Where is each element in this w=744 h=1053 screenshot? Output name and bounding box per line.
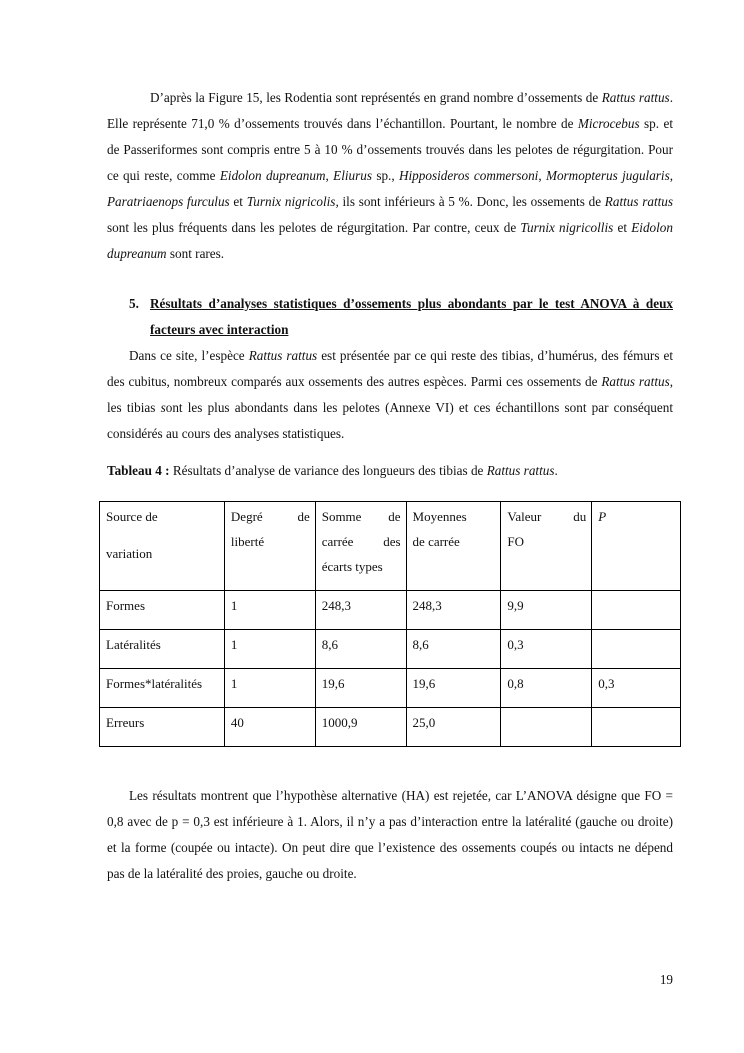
table-row <box>100 591 681 630</box>
header-moyennes <box>406 502 501 591</box>
header-word: Somme <box>321 509 362 524</box>
cell-sce: 19,6 <box>315 669 406 708</box>
header-line: de carrée <box>412 534 460 549</box>
text-span: , <box>325 168 334 183</box>
caption-text: Résultats d’analyse de variance des longueurs des tibias de <box>169 463 487 478</box>
species-name: Rattus rattus <box>486 463 555 478</box>
text-span: , <box>538 168 546 183</box>
header-fo <box>501 502 592 591</box>
section-title: Résultats d’analyses statistiques d’ossements plus abondants par le test ANOVA à deux facteurs avec interaction <box>150 296 673 337</box>
cell-fo: 0,8 <box>501 669 592 708</box>
header-word: Valeur <box>507 509 542 524</box>
header-line: FO <box>507 534 525 549</box>
species-name: Eliurus <box>333 168 372 183</box>
species-name: Rattus rattus <box>248 348 318 363</box>
anova-table <box>99 501 681 747</box>
species-name: Mormopterus jugularis <box>545 168 670 183</box>
paragraph-anova-results: Les résultats montrent que l’hypothèse alternative (HA) est rejetée, car L’ANOVA désigne que FO = 0,8 avec de p = 0,3 est inférieure à 1. Alors, il n’y a pas d’interaction entre la latéralité (gauche ou droite) et la forme (coupée ou intacte). On peut dire que l’existence des ossements coupés ou intacts ne dépend pas de la latéralité des proies, gauche ou droite. <box>107 788 673 881</box>
species-name: Hipposideros commersoni <box>398 168 539 183</box>
page-number: 19 <box>659 972 673 987</box>
header-word: de <box>297 509 310 524</box>
header-sce <box>315 502 406 591</box>
table-caption <box>107 461 673 481</box>
species-name: Eidolon dupreanum <box>107 220 673 261</box>
text-span: ont les plus abondants dans les pelotes (Annexe VI) et ces échantillons sont par conséquent considérés au cours des analyses statistiques. <box>107 400 673 441</box>
section-heading <box>129 291 673 343</box>
header-word: carrée <box>321 534 354 549</box>
header-line <box>322 504 401 529</box>
header-line: variation <box>106 546 153 561</box>
text-span: sp. et de Passeriformes sont compris entre 5 à 10 % d’ossements trouvés dans les pelotes de régurgitation. Pour ce qui reste, comme <box>107 116 673 183</box>
cell-sce: 248,3 <box>315 591 406 630</box>
species-name: Rattus rattus <box>601 374 670 389</box>
text-span: D’après la Figure 15, les Rodentia sont représentés en grand nombre d’ossements de <box>150 90 602 105</box>
header-word: du <box>573 509 587 524</box>
species-name: Microcebus <box>577 116 640 131</box>
cell-p: 0,3 <box>592 669 681 708</box>
header-line: P <box>598 509 607 524</box>
header-line: écarts types <box>321 559 383 574</box>
section-number: 5. <box>129 296 139 311</box>
header-p <box>592 502 681 591</box>
cell-ddl: 1 <box>224 669 315 708</box>
cell-p <box>592 591 681 630</box>
cell-fo: 9,9 <box>501 591 592 630</box>
species-name: Rattus rattus <box>601 90 670 105</box>
species-name: Turnix nigricolis, <box>246 194 339 209</box>
header-line <box>322 529 401 554</box>
cell-moyennes: 25,0 <box>406 708 501 747</box>
species-name: Eidolon dupreanum <box>219 168 326 183</box>
cell-fo <box>501 708 592 747</box>
header-line <box>507 504 586 529</box>
text-span: , <box>669 168 674 183</box>
cell-fo: 0,3 <box>501 630 592 669</box>
header-word: des <box>383 534 401 549</box>
species-name: Rattus rattus <box>604 194 674 209</box>
cell-source: Latéralités <box>100 630 225 669</box>
cell-moyennes: 19,6 <box>406 669 501 708</box>
cell-moyennes: 8,6 <box>406 630 501 669</box>
paragraph-rattus-bones <box>107 343 673 447</box>
header-ddl <box>224 502 315 591</box>
text-span: et <box>229 194 247 209</box>
caption-label: Tableau 4 : <box>107 463 170 478</box>
cell-ddl: 40 <box>224 708 315 747</box>
cell-source: Formes*latéralités <box>100 669 225 708</box>
header-word: Degré <box>230 509 263 524</box>
text-span: , les tibias <box>107 374 674 415</box>
text-span: sont les plus fréquents dans les pelotes de régurgitation. Par contre, ceux de <box>107 220 521 235</box>
text-span: et <box>613 220 632 235</box>
text-span: est présentée par ce qui reste des tibias, d’humérus, des fémurs et des cubitus, nombreux comparés aux ossements des autres espèces. Parmi ces ossements de <box>107 348 673 389</box>
text-span: sp., <box>372 168 399 183</box>
header-word: de <box>388 509 401 524</box>
cell-ddl: 1 <box>224 630 315 669</box>
cell-p <box>592 630 681 669</box>
header-line: Moyennes <box>412 509 467 524</box>
header-source <box>100 502 225 591</box>
caption-end: . <box>554 463 558 478</box>
table-row <box>100 630 681 669</box>
paragraph-figure15-summary <box>107 85 673 267</box>
italic-letter: s <box>160 400 166 415</box>
table-row <box>100 708 681 747</box>
header-line: Source de <box>106 509 158 524</box>
text-span: ils sont inférieurs à 5 %. Donc, les ossements de <box>338 194 605 209</box>
species-name: Turnix nigricollis <box>520 220 614 235</box>
species-name: Paratriaenops furculus <box>107 194 230 209</box>
text-span: . Elle représente 71,0 % d’ossements trouvés dans l’échantillon. Pourtant, le nombre de <box>107 90 673 131</box>
text-span: sont rares. <box>166 246 225 261</box>
cell-p <box>592 708 681 747</box>
text-span: Dans ce site, l’espèce <box>129 348 249 363</box>
cell-ddl: 1 <box>224 591 315 630</box>
header-line <box>231 504 310 529</box>
cell-sce: 8,6 <box>315 630 406 669</box>
table-row <box>100 669 681 708</box>
table-header-row <box>100 502 681 591</box>
cell-sce: 1000,9 <box>315 708 406 747</box>
cell-moyennes: 248,3 <box>406 591 501 630</box>
cell-source: Formes <box>100 591 225 630</box>
cell-source: Erreurs <box>100 708 225 747</box>
header-line: liberté <box>230 534 265 549</box>
